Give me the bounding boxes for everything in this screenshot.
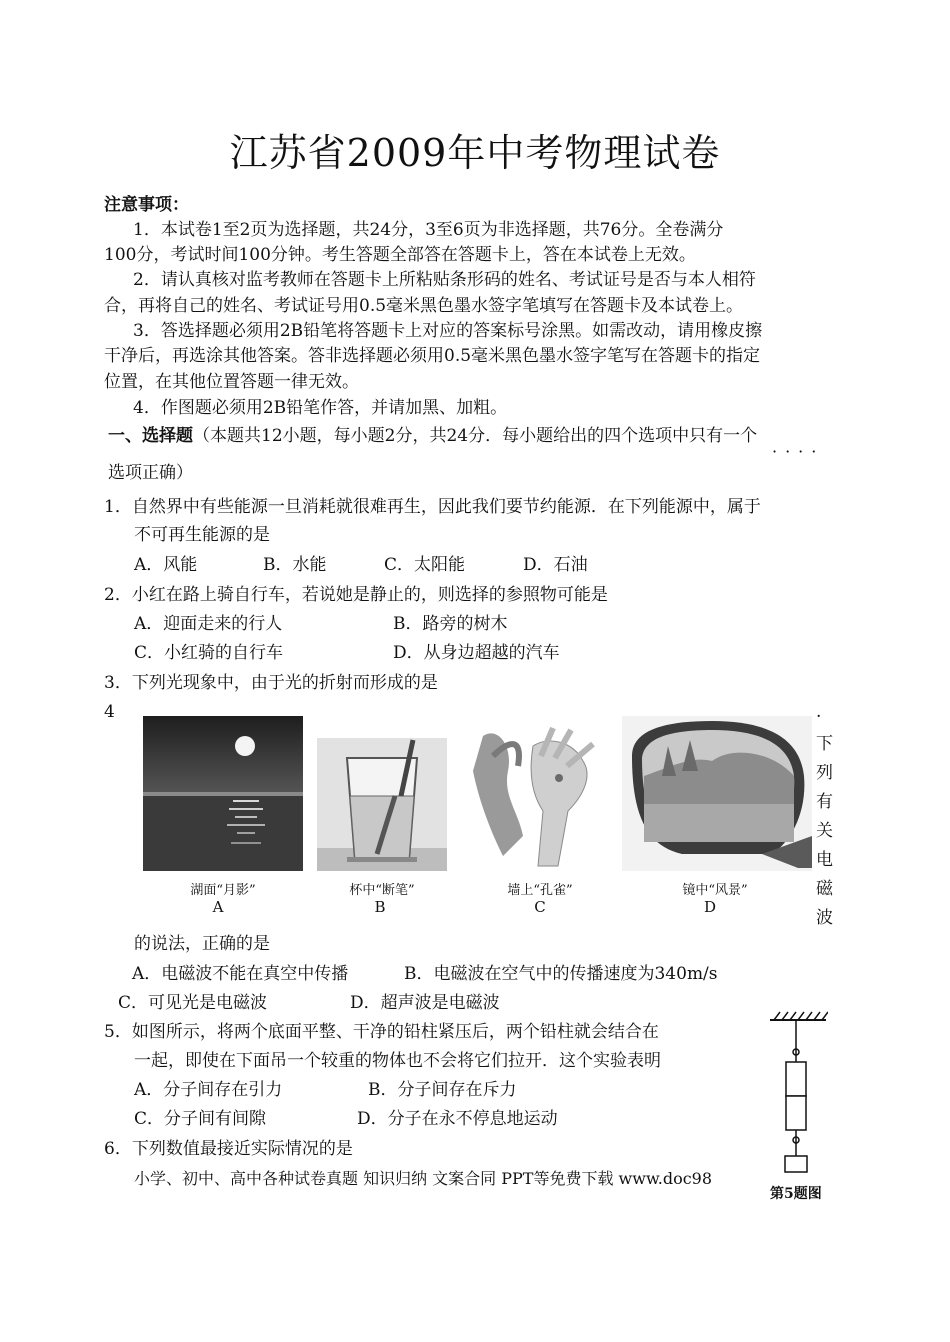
q1-option-a: A．风能: [134, 555, 198, 575]
q4-option-d: D．超声波是电磁波: [350, 993, 500, 1013]
photo-hand-shadow: [463, 716, 613, 871]
question-4-stem-cont: 的说法，正确的是: [134, 934, 270, 954]
question-1-stem-cont: 不可再生能源的是: [134, 525, 270, 545]
q2-option-a: A．迎面走来的行人: [134, 614, 283, 634]
photo-car-mirror: [622, 716, 812, 871]
notice-line: 3．答选择题必须用2B铅笔将答题卡上对应的答案标号涂黑。如需改动，请用橡皮擦: [133, 321, 763, 341]
caption-d: 镜中“风景”: [682, 883, 748, 898]
photo-glass-pencil: [317, 738, 447, 871]
question-3-stem: 3．下列光现象中，由于光的折射而形成的是: [104, 673, 438, 693]
notice-line: 100分，考试时间100分钟。考生答题全部答在答题卡上，答在本试卷上无效。: [104, 245, 696, 265]
notice-heading: 注意事项：: [104, 195, 189, 215]
caption-a: 湖面“月影”: [190, 883, 256, 898]
q5-option-a: A．分子间存在引力: [134, 1080, 283, 1100]
q2-option-d: D．从身边超越的汽车: [393, 643, 560, 663]
question-1-stem: 1．自然界中有些能源一旦消耗就很难再生，因此我们要节约能源．在下列能源中，属于: [104, 497, 761, 517]
section-desc: （本题共12小题，每小题2分，共24分．每小题给出的四个选项中只有一个: [193, 426, 758, 446]
q4-vertical-char: 电: [816, 850, 833, 870]
label-a: A: [212, 898, 224, 916]
q2-option-b: B．路旁的树木: [393, 614, 508, 634]
question-4-dot: .: [816, 702, 822, 722]
question-4-number: 4: [104, 702, 115, 722]
photo-moon-reflection: [143, 716, 303, 871]
q4-vertical-char: 关: [816, 821, 833, 841]
q4-option-c: C．可见光是电磁波: [118, 993, 268, 1013]
notice-line: 2．请认真核对监考教师在答题卡上所粘贴条形码的姓名、考试证号是否与本人相符: [133, 270, 756, 290]
page-title: 江苏省2009年中考物理试卷: [229, 131, 721, 175]
q4-vertical-char: 磁: [816, 879, 833, 899]
notice-line: 位置，在其他位置答题一律无效。: [104, 372, 359, 392]
q1-option-c: C．太阳能: [384, 555, 466, 575]
footer-watermark: 小学、初中、高中各种试卷真题 知识归纳 文案合同 PPT等免费下载 www.doc98: [134, 1169, 713, 1188]
notice-line: 干净后，再选涂其他答案。答非选择题必须用0.5毫米黑色墨水签字笔写在答题卡的指定: [104, 346, 761, 366]
emphasis-dots: ····: [772, 442, 825, 461]
question-5-stem-cont: 一起，即使在下面吊一个较重的物体也不会将它们拉开．这个实验表明: [134, 1051, 661, 1071]
q4-vertical-char: 波: [816, 908, 833, 928]
q5-option-b: B．分子间存在斥力: [368, 1080, 517, 1100]
q1-option-d: D．石油: [523, 555, 588, 575]
notice-line: 1．本试卷1至2页为选择题，共24分，3至6页为非选择题，共76分。全卷满分: [133, 220, 724, 240]
label-d: D: [703, 898, 717, 916]
section-heading: [108, 424, 757, 448]
lead-cylinder-figure: [768, 1010, 828, 1178]
caption-b: 杯中“断笔”: [349, 883, 415, 898]
q5-option-d: D．分子在永不停息地运动: [357, 1109, 558, 1129]
label-c: C: [534, 898, 546, 916]
q5-option-c: C．分子间有间隙: [134, 1109, 267, 1129]
question-5-stem: 5．如图所示，将两个底面平整、干净的铅柱紧压后，两个铅柱就会结合在: [104, 1022, 659, 1042]
figure-5-label: 第5题图: [770, 1186, 822, 1202]
q4-option-b: B．电磁波在空气中的传播速度为340m/s: [404, 964, 718, 984]
question-2-stem: 2．小红在路上骑自行车，若说她是静止的，则选择的参照物可能是: [104, 585, 608, 605]
question-6-stem: 6．下列数值最接近实际情况的是: [104, 1139, 353, 1159]
q4-vertical-char: 有: [816, 792, 833, 812]
q2-option-c: C．小红骑的自行车: [134, 643, 284, 663]
notice-line: 合，再将自己的姓名、考试证号用0.5毫米黑色墨水签字笔填写在答题卡及本试卷上。: [104, 296, 744, 316]
notice-line: 4．作图题必须用2B铅笔作答，并请加黑、加粗。: [133, 398, 508, 418]
section-label: 一、选择题: [108, 426, 193, 446]
caption-c: 墙上“孔雀”: [507, 883, 573, 898]
q4-option-a: A．电磁波不能在真空中传播: [132, 964, 349, 984]
label-b: B: [374, 898, 386, 916]
q1-option-b: B．水能: [263, 555, 327, 575]
q4-vertical-char: 列: [816, 763, 833, 783]
section-desc-2: 选项正确）: [108, 463, 193, 483]
q4-vertical-char: 下: [816, 734, 833, 754]
